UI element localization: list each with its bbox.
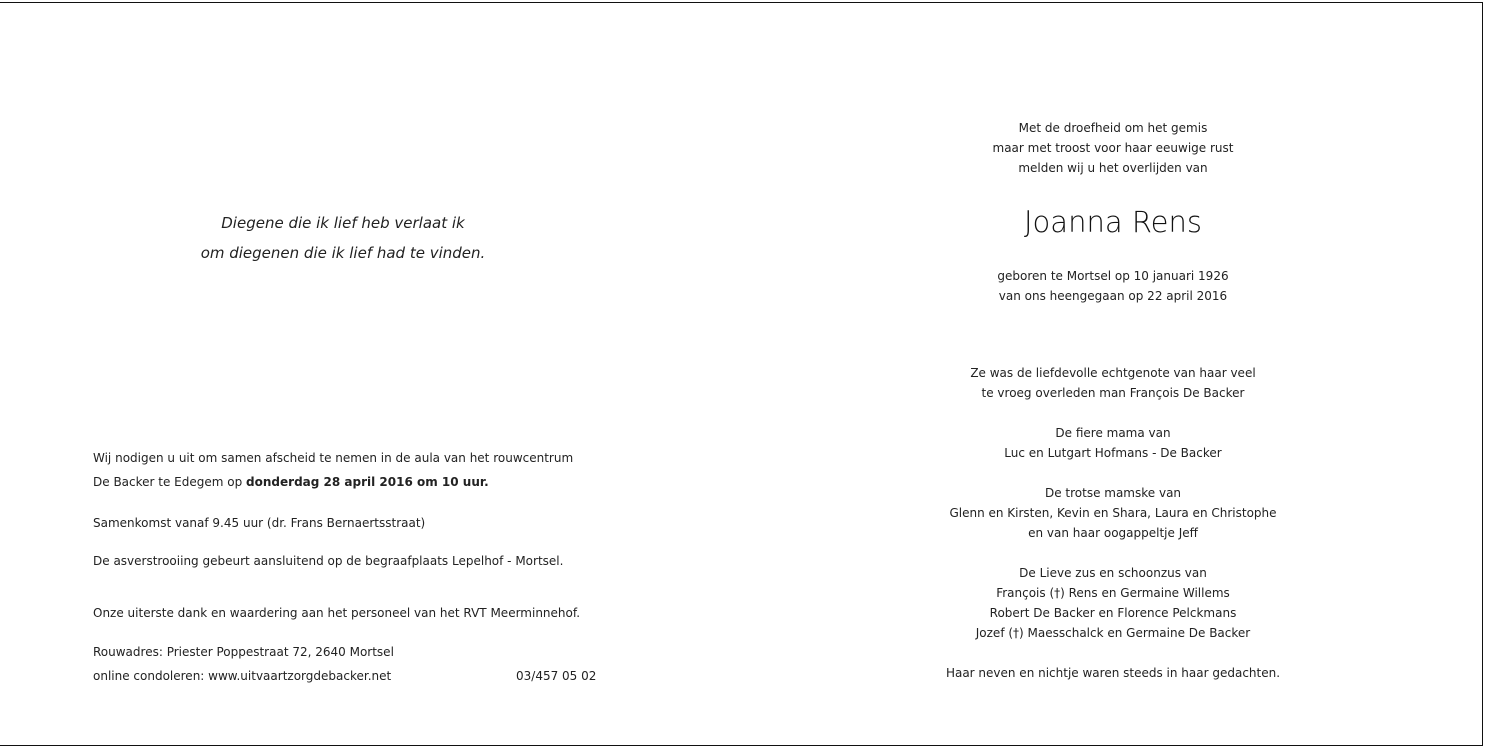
grandmother-line-2: Glenn en Kirsten, Kevin en Shara, Laura en Christophe [949, 506, 1277, 520]
closing-text: Haar neven en nichtje waren steeds in haar gedachten. [945, 666, 1281, 680]
death-line: van ons heengegaan op 22 april 2016 [998, 289, 1228, 303]
sister-line-4: Jozef (†) Maesschalck en Germaine De Backer [975, 626, 1251, 640]
gathering-text: Samenkomst vanaf 9.45 uur (dr. Frans Bernaertsstraat) [93, 516, 426, 530]
mother-text [913, 423, 1313, 463]
invitation-line-2 [93, 470, 573, 494]
card-sheet [0, 2, 1483, 746]
invitation-text [93, 446, 573, 494]
thanks-text: Onze uiterste dank en waardering aan het personeel van het RVT Meerminnehof. [93, 606, 581, 620]
intro-line-1: Met de droefheid om het gemis [1018, 121, 1208, 135]
quote-line-2: om diegenen die ik lief had te vinden. [200, 244, 486, 262]
grandmother-text [913, 483, 1313, 543]
sister-text [913, 563, 1313, 643]
invitation-line-2-text: De Backer te Edegem op [93, 475, 247, 489]
spouse-line-2: te vroeg overleden man François De Backer [981, 386, 1245, 400]
online-condolence-text: online condoleren: www.uitvaartzorgdebacker.net [93, 669, 392, 683]
intro-line-2: maar met troost voor haar eeuwige rust [992, 141, 1234, 155]
mother-line-1: De fiere mama van [1055, 426, 1171, 440]
birth-line: geboren te Mortsel op 10 januari 1926 [997, 269, 1229, 283]
sister-line-1: De Lieve zus en schoonzus van [1019, 566, 1207, 580]
sister-line-3: Robert De Backer en Florence Pelckmans [989, 606, 1237, 620]
spouse-line-1: Ze was de liefdevolle echtgenote van haar veel [970, 366, 1256, 380]
mother-line-2: Luc en Lutgart Hofmans - De Backer [1004, 446, 1222, 460]
sister-line-2: François (†) Rens en Germaine Willems [996, 586, 1230, 600]
intro-text [913, 118, 1313, 178]
memorial-quote [140, 208, 546, 268]
quote-line-1: Diegene die ik lief heb verlaat ik [221, 214, 465, 232]
grandmother-line-3: en van haar oogappeltje Jeff [1028, 526, 1198, 540]
phone-number: 03/457 05 02 [516, 669, 597, 683]
ceremony-date: donderdag 28 april 2016 om 10 uur. [246, 475, 489, 489]
grandmother-line-1: De trotse mamske van [1044, 486, 1182, 500]
intro-line-3: melden wij u het overlijden van [1018, 161, 1208, 175]
scattering-text: De asverstrooiing gebeurt aansluitend op de begraafplaats Lepelhof - Mortsel. [93, 554, 564, 568]
spouse-text [913, 363, 1313, 403]
deceased-name: Joanna Rens [1024, 205, 1202, 239]
invitation-line-1: Wij nodigen u uit om samen afscheid te nemen in de aula van het rouwcentrum [93, 451, 574, 465]
life-dates [913, 266, 1313, 306]
address-text: Rouwadres: Priester Poppestraat 72, 2640 Mortsel [93, 645, 394, 659]
